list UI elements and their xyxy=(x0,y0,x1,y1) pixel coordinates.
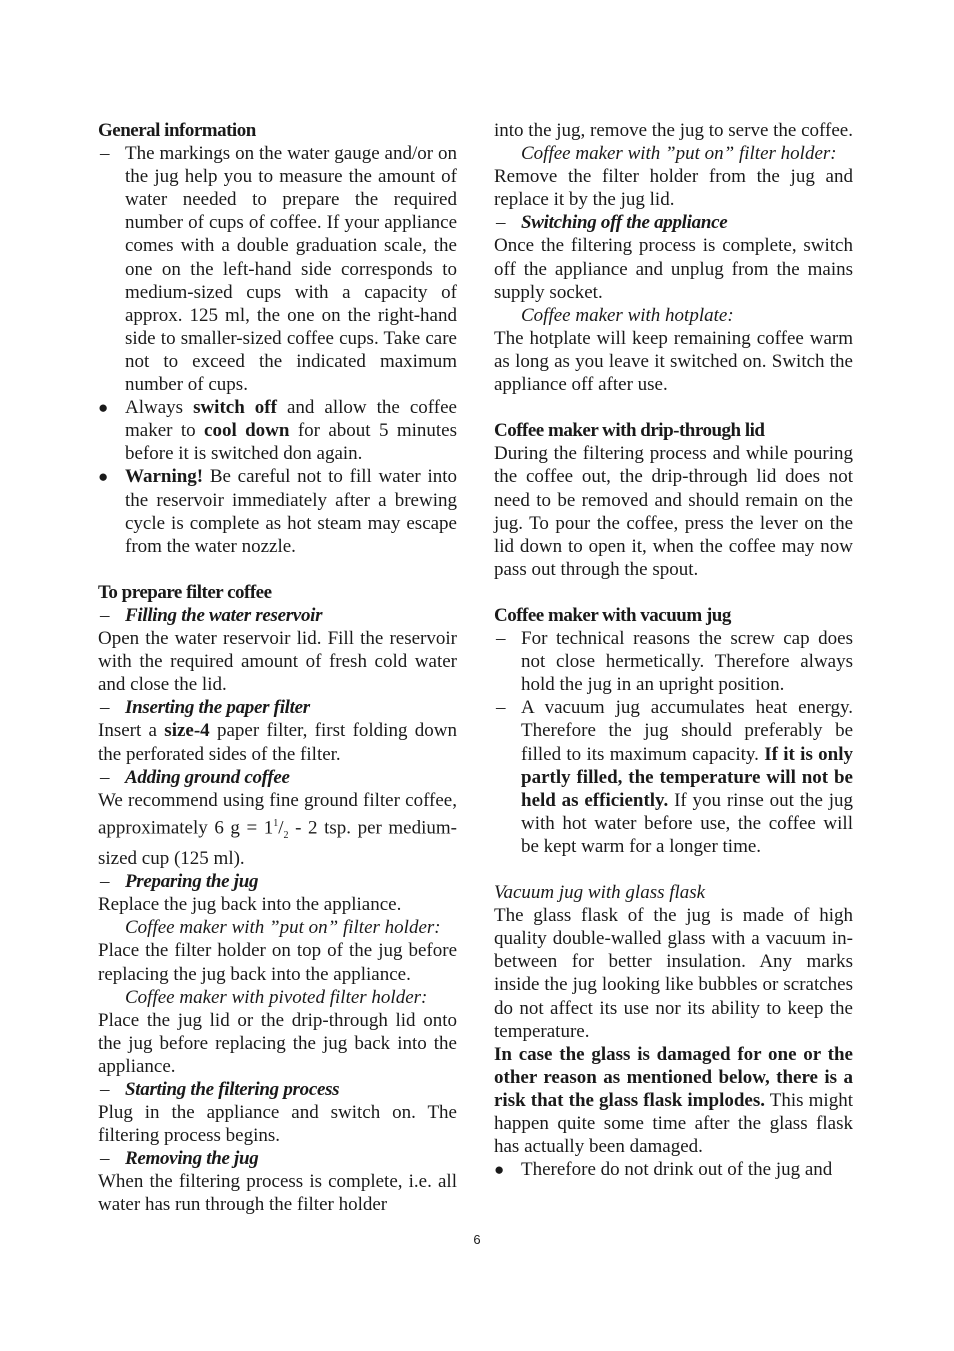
paragraph: During the filtering process and while pouring the coffee out, the drip-through lid does not need to be removed and should remain on the jug. To pour the coffee, press the lever on the lid down to open it, when the coffee may now pass out through the spout. xyxy=(494,443,853,580)
dash-marker: – xyxy=(100,1148,110,1170)
paragraph: Remove the filter holder from the jug and replace it by the jug lid. xyxy=(494,166,853,211)
dash-marker: – xyxy=(496,628,506,650)
paragraph: We recommend using fine ground filter coffee, approximately 6 $g = 1^1/_2 - 2$ tsp. per medium-sized cup (125 ml). xyxy=(98,789,457,870)
paragraph: The markings on the water gauge and/or on the jug help you to measure the amount of water needed to prepare the required number of cups of coffee. If your appliance comes with a double graduation scale, the one on the left-hand side corresponds to medium-sized cups with a capacity of approx. 125 ml, the one on the right-hand side to smaller-sized coffee cups. Take care not to exceed the indicated maximum number of cups. xyxy=(125,143,457,396)
dash-marker: – xyxy=(100,604,110,626)
list-item xyxy=(494,696,853,858)
left-column xyxy=(98,119,457,1217)
bullet-icon: ● xyxy=(98,398,109,418)
section-heading: Coffee maker with vacuum jug xyxy=(494,604,731,626)
section-heading: To prepare filter coffee xyxy=(98,581,272,603)
paragraph: Place the filter holder on top of the jug before replacing the jug back into the appliance. xyxy=(98,940,457,985)
step-heading: – Removing the jug xyxy=(100,1148,259,1170)
warning-paragraph: In case the glass is damaged for one or the other reason as mentioned below, there is a risk that the glass flask implodes. This might happen quite some time after the glass flask has actually been damaged. xyxy=(494,1043,853,1158)
italic-subheading: Coffee maker with pivoted filter holder: xyxy=(125,986,428,1008)
paragraph: Therefore do not drink out of the jug and xyxy=(521,1159,833,1181)
dash-marker: – xyxy=(496,697,506,719)
section-heading: General information xyxy=(98,120,256,141)
italic-subheading: Coffee maker with ”put on” filter holder: xyxy=(521,143,837,165)
paragraph: The glass flask of the jug is made of high quality double-walled glass with a vacuum in-between for better insulation. Any marks inside the jug looking like bubbles or scratches do not affect its use nor its ability to keep the temperature. xyxy=(494,905,853,1042)
paragraph: Place the jug lid or the drip-through lid onto the jug before replacing the jug back into the appliance. xyxy=(98,1009,457,1077)
paragraph: Once the filtering process is complete, switch off the appliance and unplug from the mains supply socket. xyxy=(494,235,853,303)
italic-subheading: Coffee maker with hotplate: xyxy=(521,304,734,326)
paragraph: When the filtering process is complete, i.e. all water has run through the filter holder xyxy=(98,1171,457,1216)
italic-subheading: Coffee maker with ”put on” filter holder: xyxy=(125,917,441,939)
bullet-item xyxy=(98,396,457,465)
step-heading: – Inserting the paper filter xyxy=(100,697,310,719)
bullet-item xyxy=(98,465,457,557)
paragraph: Insert a size-4 paper filter, first folding down the perforated sides of the filter. xyxy=(98,720,457,765)
bullet-icon: ● xyxy=(494,1160,505,1180)
section-heading-italic: Vacuum jug with glass flask xyxy=(494,882,706,904)
list-item xyxy=(494,627,853,696)
paragraph: Always switch off and allow the coffee maker to cool down for about 5 minutes before it is switched don again. xyxy=(125,397,457,465)
paragraph: Plug in the appliance and switch on. The filtering process begins. xyxy=(98,1102,457,1147)
step-heading: – Preparing the jug xyxy=(100,871,259,893)
dash-marker: – xyxy=(100,143,110,165)
step-heading: – Starting the filtering process xyxy=(100,1078,340,1100)
step-heading: – Adding ground coffee xyxy=(100,766,290,788)
section-heading: Coffee maker with drip-through lid xyxy=(494,420,765,442)
dash-marker: – xyxy=(100,871,110,893)
paragraph: into the jug, remove the jug to serve the coffee. xyxy=(494,120,853,141)
paragraph: For technical reasons the screw cap does not close hermetically. Therefore always hold the jug in an upright position. xyxy=(521,628,853,696)
paragraph: Replace the jug back into the appliance. xyxy=(98,894,402,916)
dash-marker: – xyxy=(100,1078,110,1100)
list-item xyxy=(98,142,457,396)
paragraph: Warning! Be careful not to fill water into the reservoir immediately after a brewing cycle is complete as hot steam may escape from the water nozzle. xyxy=(125,466,457,557)
dash-marker: – xyxy=(100,766,110,788)
bullet-icon: ● xyxy=(98,467,109,487)
step-heading: – Switching off the appliance xyxy=(496,212,728,234)
dash-marker: – xyxy=(100,697,110,719)
bullet-item xyxy=(494,1158,853,1181)
page-number: 6 xyxy=(473,1232,481,1247)
dash-marker: – xyxy=(496,212,506,234)
step-heading: – Filling the water reservoir xyxy=(100,604,323,626)
paragraph: The hotplate will keep remaining coffee warm as long as you leave it switched on. Switch the appliance off after use. xyxy=(494,327,853,396)
paragraph: A vacuum jug accumulates heat energy. Therefore the jug should preferably be filled to its maximum capacity. If it is only partly filled, the temperature will not be held as efficiently. If you rinse out the jug with hot water before use, the coffee will be kept warm for a longer time. xyxy=(521,697,853,857)
paragraph: Open the water reservoir lid. Fill the reservoir with the required amount of fresh cold water and close the lid. xyxy=(98,628,457,696)
right-column xyxy=(494,119,853,1181)
